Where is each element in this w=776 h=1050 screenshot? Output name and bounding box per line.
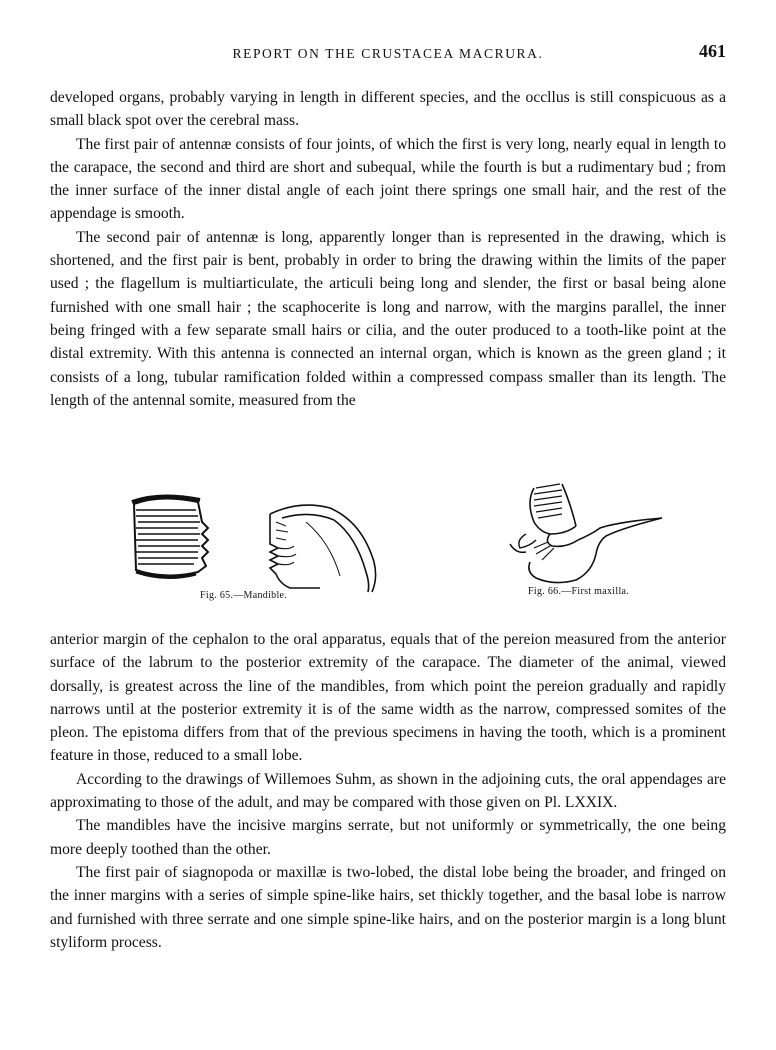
paragraph-first-maxillae: The first pair of siagnopoda or maxillæ is two-lobed, the distal lobe being the broader, and fringed on the inner margins with a series of simple spine-like hairs, set thickly together, and the basal lobe is narrow and furnished with three serrate and one simple spine-like hairs, and on the posterior margin is a long blunt styliform process. (50, 863, 726, 951)
paragraph-continuation: anterior margin of the cephalon to the oral apparatus, equals that of the pereion measured from the anterior surface of the labrum to the posterior extremity of the carapace. The diameter of the animal, viewed dorsally, is greatest across the line of the mandibles, from which point the pereion gradually and rapidly narrows until at the posterior extremity it is of the same width as the narrow, compressed somites of the pleon. The epistoma differs from that of the previous specimens in having the tooth, which is a prominent feature in those, reduced to a small lobe. (50, 631, 726, 765)
text-block-bottom (50, 628, 726, 954)
figures-row (50, 478, 726, 618)
fig65-caption: Fig. 65.—Mandible. (200, 590, 288, 601)
first-maxilla-drawing (510, 484, 662, 583)
page-header (50, 40, 726, 68)
fig66-caption: Fig. 66.—First maxilla. (528, 586, 630, 597)
mandible-figure (130, 492, 390, 602)
paragraph-continued: developed organs, probably varying in length in different species, and the occllus is still conspicuous as a small black spot over the cerebral mass. (50, 89, 726, 130)
paragraph-first-antennae: The first pair of antennæ consists of four joints, of which the first is very long, nearly equal in length to the carapace, the second and third are short and subequal, while the fourth is but a rudimentary bud ; from the inner surface of the inner distal angle of each joint there springs one small hair, and the rest of the appendage is smooth. (50, 135, 726, 223)
text-block-top (50, 86, 726, 412)
paragraph-willemoes-suhm: According to the drawings of Willemoes Suhm, as shown in the adjoining cuts, the oral appendages are approximating to those of the adult, and may be compared with those given on Pl. LXXIX. (50, 770, 726, 812)
page-number: 461 (699, 41, 726, 61)
first-maxilla-figure (506, 482, 666, 592)
paragraph-second-antennae: The second pair of antennæ is long, apparently longer than is represented in the drawing, which is shortened, and the first pair is bent, probably in order to bring the drawing within the limits of the paper used ; the flagellum is multiarticulate, the articuli being long and slender, the first or basal being alone furnished with one small hair ; the scaphocerite is long and narrow, with the margins parallel, the inner being fringed with a few separate small hairs or cilia, and the outer produced to a tooth-like point at the distal extremity. With this antenna is connected an internal organ, which is known as the green gland ; it consists of a long, tubular ramification folded within a compressed compass smaller than its length. The length of the antennal somite, measured from the (50, 228, 726, 409)
mandible-left-drawing (132, 496, 208, 577)
mandible-right-drawing (270, 505, 376, 592)
running-title: REPORT ON THE CRUSTACEA MACRURA. (232, 46, 544, 61)
paragraph-mandibles: The mandibles have the incisive margins serrate, but not uniformly or symmetrically, the one being more deeply toothed than the other. (50, 817, 726, 858)
